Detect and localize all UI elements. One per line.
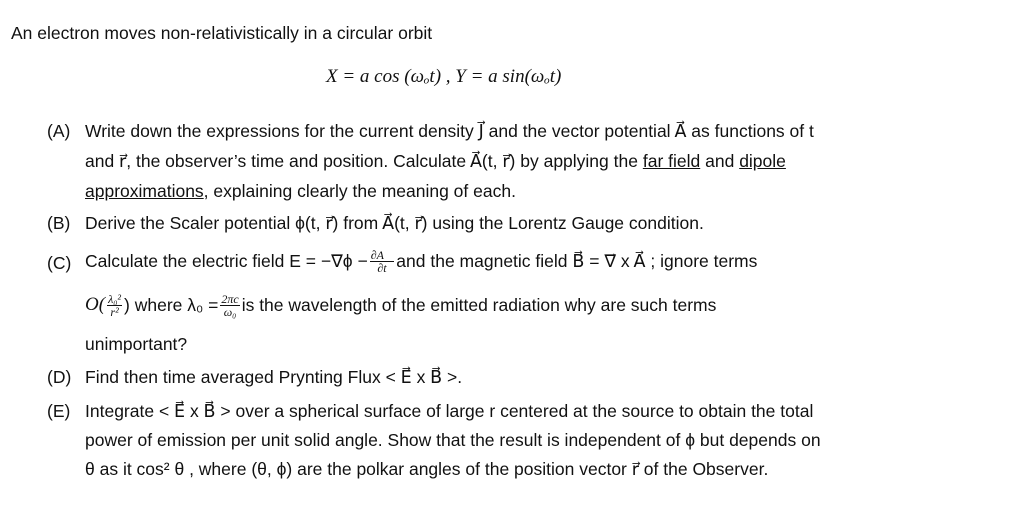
part-a-label: (A) [47, 121, 71, 141]
orbit-equation: X = a cos (ωₒt) , Y = a sin(ωₒt) [326, 66, 562, 87]
part-c-line-3: unimportant? [85, 334, 188, 354]
wavelength-text: is the wavelength of the emitted radiation why are such terms [241, 295, 717, 315]
r-sq-den: r² [110, 304, 119, 319]
part-a-line-2 [85, 150, 786, 172]
where-lambda-text: ) where λ₀ = [124, 295, 219, 315]
electric-field-text: Calculate the electric field E = −∇ϕ − [85, 251, 368, 271]
approximations-term: approximations [85, 181, 204, 201]
part-c-line-1 [85, 244, 757, 278]
part-c-line-2 [85, 288, 716, 322]
part-b-label: (B) [47, 213, 71, 233]
part-e-label: (E) [47, 401, 71, 421]
intro-text: An electron moves non-relativistically in a circular orbit [11, 23, 433, 43]
part-c-label: (C) [47, 253, 72, 273]
lambda-over-r-fraction [107, 293, 122, 318]
part-a-line-3 [85, 180, 516, 202]
omega-den: ω₀ [223, 304, 237, 319]
partial-a-num: ∂A⃗ [370, 247, 394, 262]
far-field-term: far field [642, 151, 701, 171]
part-d-label: (D) [47, 367, 72, 387]
part-e-line-1: Integrate < E⃗ x B⃗ > over a spherical surface of large r centered at the source to obtain the total [85, 401, 814, 421]
part-b-line-1: Derive the Scaler potential ϕ(t, r⃗) from A⃗(t, r⃗) using the Lorentz Gauge condition. [85, 213, 704, 233]
part-a-line-1: Write down the expressions for the current density J⃗ and the vector potential A⃗ as functions of t [85, 121, 814, 141]
magnetic-field-text: and the magnetic field B⃗ = ∇⃗ x A⃗ ; ignore terms [396, 251, 758, 271]
partial-a-den: ∂t [377, 260, 387, 275]
lambda-sq-num: λ₀² [108, 291, 122, 306]
part-a-line-2-text: and r⃗, the observer’s time and position. Calculate A⃗(t, r⃗) by applying the [85, 151, 638, 171]
partial-a-over-partial-t [370, 249, 395, 274]
part-d-line-1: Find then time averaged Prynting Flux < E⃗ x B⃗ >. [85, 367, 463, 387]
order-open: O( [85, 294, 106, 315]
part-a-line-3-text: , explaining clearly the meaning of each. [203, 181, 516, 201]
two-pi-c-over-omega [220, 293, 239, 318]
part-e-line-2: power of emission per unit solid angle. Show that the result is independent of ϕ but depends on [85, 430, 821, 450]
and-word: and [705, 151, 735, 171]
part-e-line-3: θ as it cos² θ , where (θ, ϕ) are the polkar angles of the position vector r⃗ of the Observer. [85, 459, 769, 479]
two-pi-c-num: 2πc [221, 291, 239, 306]
dipole-term: dipole [739, 151, 786, 171]
